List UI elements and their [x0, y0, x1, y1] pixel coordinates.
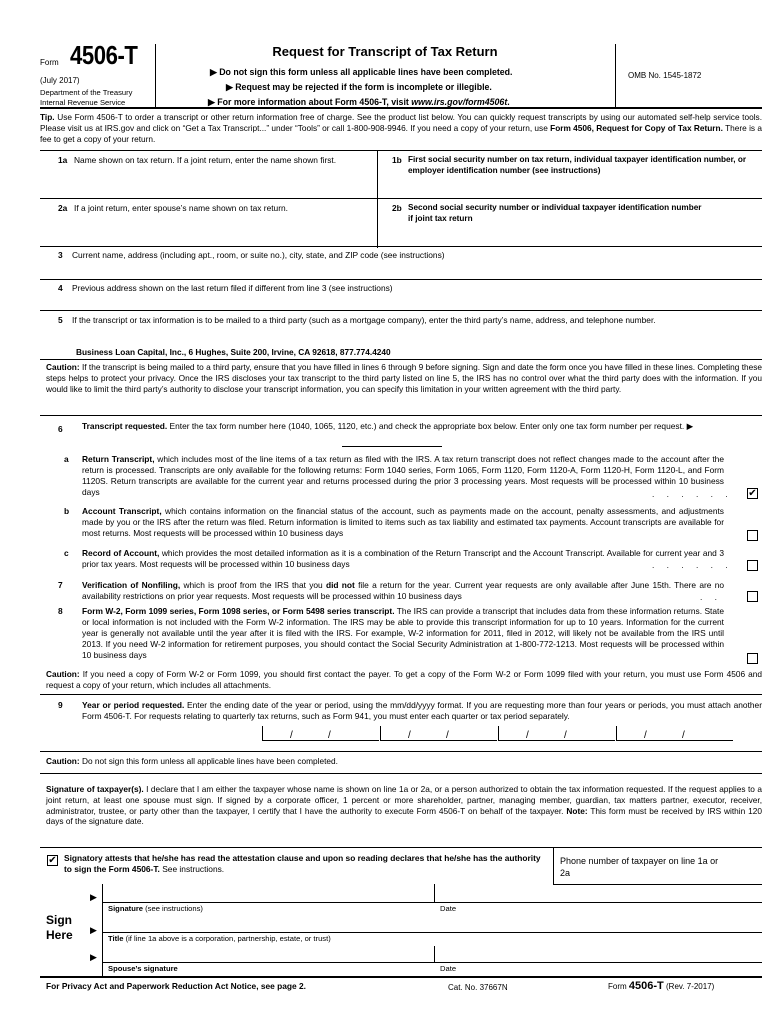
period-4-slash-1: /	[644, 730, 647, 741]
period-3-date-field[interactable]	[498, 740, 615, 741]
line-6-label: Transcript requested.	[82, 421, 168, 431]
rule-above-line2	[40, 198, 762, 199]
line-9-text	[82, 700, 762, 722]
spouse-date-label: Date	[440, 964, 457, 973]
caution-sign-text: Do not sign this form unless all applicable lines have been completed.	[79, 756, 338, 766]
period-3-slash-1: /	[526, 730, 529, 741]
period-3-slash-2: /	[564, 730, 567, 741]
phone-label: Phone number of taxpayer on line 1a or 2a	[560, 856, 719, 878]
line-1a-number: 1a	[58, 155, 68, 165]
caution-text: If the transcript is being mailed to a third party, ensure that you have filled in lines 6 through 9 before signing. Sign and date the form once you have filled in these lines. Completing these steps helps to protect your privacy. Once the IRS discloses your tax transcript to the third party listed on line 5, the IRS has no control over what the third party does with the information. If you would like to limit the third party’s authority to disclose your transcript information, you can specify this limitation in your written agreement with the third party.	[46, 362, 762, 394]
header-bullet-2: ▶ Request may be rejected if the form is incomplete or illegible.	[226, 82, 492, 92]
title-caption-bold: Title	[108, 934, 124, 943]
line-2b-label: Second social security number or individual taxpayer identification number if joint tax return	[408, 203, 702, 223]
w2-transcript-label: Form W-2, Form 1099 series, Form 1098 series, or Form 5498 series transcript.	[82, 606, 395, 616]
rule-above-declaration	[40, 773, 762, 774]
header-bullet-3-text: ▶ For more information about Form 4506-T, visit	[208, 97, 412, 107]
return-transcript-checkbox[interactable]: ✔	[748, 488, 757, 499]
rule-above-attest	[40, 847, 762, 848]
line-6a-text	[82, 454, 724, 498]
line-5-label: If the transcript or tax information is to be mailed to a third party (such as a mortgage company), enter the third party’s name, address, and telephone number.	[72, 315, 656, 325]
phone-divider	[553, 847, 554, 884]
third-party-value[interactable]: Business Loan Capital, Inc., 6 Hughes, Suite 200, Irvine, CA 92618, 877.774.4240	[76, 347, 391, 357]
period-4-slash-2: /	[682, 730, 685, 741]
line-6a-leader: . . . . . .	[652, 489, 733, 499]
attestation-bold: Signatory attests that he/she has read the attestation clause and upon so reading declares that he/she has the authority to sign the Form 4506-T.	[64, 853, 541, 874]
nonfiling-label: Verification of Nonfiling,	[82, 580, 181, 590]
signature-declaration	[46, 784, 762, 827]
period-1-date-field[interactable]	[262, 740, 379, 741]
form-revision: (July 2017)	[40, 76, 80, 85]
signature-caption	[108, 904, 203, 914]
spouse-signature-field[interactable]	[102, 962, 762, 963]
w2-transcript-checkbox[interactable]	[747, 653, 758, 664]
tip-text-end: There is a fee to get a copy of your return.	[40, 122, 762, 144]
line-2a-label: If a joint return, enter spouse’s name shown on tax return.	[74, 203, 288, 213]
signature-caption-bold: Signature	[108, 904, 144, 913]
tip-form4506-ref: Form 4506, Request for Copy of Tax Return.	[550, 122, 723, 133]
spouse-date-divider	[434, 946, 435, 962]
irs-url-link[interactable]: www.irs.gov/form4506t	[411, 97, 508, 107]
header-rule	[40, 107, 762, 109]
line-2b-number: 2b	[392, 203, 402, 213]
period-4-start	[616, 726, 617, 740]
attestation-see-instructions: See instructions.	[159, 863, 225, 874]
irs-name: Internal Revenue Service	[40, 97, 126, 107]
caution-w2	[46, 669, 762, 691]
signature-date-divider	[434, 884, 435, 902]
caution-sign	[46, 756, 762, 767]
line-8-number: 8	[58, 606, 63, 616]
omb-number: OMB No. 1545-1872	[628, 71, 702, 80]
line-7-number: 7	[58, 580, 63, 590]
period-1-slash-2: /	[328, 730, 331, 741]
line-1b-label: First social security number on tax return, individual taxpayer identification number, or employer identification number (see instructions)	[408, 155, 747, 175]
spouse-caption: Spouse’s signature	[108, 964, 178, 973]
department-name: Department of the Treasury	[40, 88, 133, 97]
line-1-2-divider	[377, 150, 378, 248]
signature-caption-rest: (see instructions)	[143, 904, 203, 913]
header-bullet-3-period: .	[507, 97, 510, 107]
line-6-instructions: Enter the tax form number here (1040, 1065, 1120, etc.) and check the appropriate box below. Enter only one tax form number per request. ▶	[167, 421, 694, 431]
line-5-number: 5	[58, 315, 63, 325]
signature-field[interactable]	[102, 902, 762, 903]
caution-third-party	[46, 362, 762, 394]
record-of-account-desc: which provides the most detailed information as it is a combination of the Return Transcript and the Account Transcript. Available for current year and 3 prior tax years. Most requests will be processed within 10 business days	[82, 548, 724, 569]
title-caption	[108, 934, 331, 944]
privacy-notice: For Privacy Act and Paperwork Reduction Act Notice, see page 2.	[46, 981, 307, 991]
rule-above-line5	[40, 310, 762, 311]
signature-date-label: Date	[440, 904, 457, 913]
rule-above-caution3	[40, 751, 762, 752]
year-period-label: Year or period requested.	[82, 700, 185, 710]
title-arrow: ▶	[90, 925, 97, 935]
tax-form-number-field[interactable]	[342, 446, 442, 447]
attestation-text	[64, 853, 544, 875]
return-transcript-desc: which includes most of the line items of a tax return as filed with the IRS. A tax return transcript does not reflect changes made to the account after the return is processed. Transcripts are only available for the following returns: Form 1040 series, Form 1065, Form 1120, Form 1120-A, Form 1120-H, Form 1120-L, and Form 1120S. Return transcripts are available for the current year and returns processed during the prior 3 processing years. Most requests will be processed within 10 business days	[82, 454, 724, 497]
period-2-slash-2: /	[446, 730, 449, 741]
account-transcript-label: Account Transcript,	[82, 506, 162, 516]
line-4-label: Previous address shown on the last return filed if different from line 3 (see instructions)	[72, 283, 393, 293]
form-prefix: Form	[40, 58, 59, 67]
account-transcript-checkbox[interactable]	[747, 530, 758, 541]
caution-sign-label: Caution:	[46, 756, 80, 766]
line-6-number: 6	[58, 424, 63, 434]
tip-paragraph	[40, 112, 762, 144]
return-transcript-label: Return Transcript,	[82, 454, 155, 464]
period-1-slash-1: /	[290, 730, 293, 741]
caution-w2-text: If you need a copy of Form W-2 or Form 1099, you should first contact the payer. To get a copy of the Form W-2 or Form 1099 filed with your return, you must use Form 4506 and request a copy of your return, which includes all attachments.	[46, 669, 762, 690]
rule-above-line6	[40, 415, 762, 416]
year-period-desc: Enter the ending date of the year or period, using the mm/dd/yyyy format. If you are requesting more than four years or periods, you must attach another Form 4506-T. For requests relating to quarterly tax returns, such as Form 941, you must enter each quarter or tax period separately.	[82, 700, 762, 721]
nonfiling-checkbox[interactable]	[747, 591, 758, 602]
header-bullet-1: ▶ Do not sign this form unless all applicable lines have been completed.	[210, 67, 513, 77]
record-of-account-checkbox[interactable]	[747, 560, 758, 571]
line-6b-letter: b	[64, 506, 70, 516]
here-word: Here	[46, 928, 73, 942]
line-4-number: 4	[58, 283, 63, 293]
footer-revision: (Rev. 7-2017)	[666, 982, 715, 991]
title-caption-rest: (if line 1a above is a corporation, partnership, estate, or trust)	[123, 934, 331, 943]
line-6c-leader: . . . . . .	[652, 560, 733, 570]
signature-decl-text: I declare that I am either the taxpayer whose name is shown on line 1a or 2a, or a person authorized to obtain the tax information requested. If the request applies to a joint return, at least one spouse must sign. If signed by a corporate officer, 1 percent or more shareholder, partner, managing member, guardian, tax matters partner, executor, receiver, administrator, trustee, or party other than the taxpayer, I certify that I have the authority to execute Form 4506-T on behalf of the taxpayer.	[46, 784, 762, 816]
tip-text: Use Form 4506-T to order a transcript or other return information free of charge. See the product list below. You can quickly request transcripts by using our automated self-help service tools. Please visit us at IRS.gov and click on “Get a Tax Transcript...” under “Tools” or call 1-800-908-9946. If you need a copy of your return, use	[40, 112, 762, 133]
period-2-slash-1: /	[408, 730, 411, 741]
rule-above-line9	[40, 694, 762, 695]
signature-arrow: ▶	[90, 892, 97, 902]
period-4-date-field[interactable]	[616, 740, 733, 741]
sign-here-label	[46, 913, 73, 943]
line-7-text	[82, 580, 724, 602]
form-4506t-page	[40, 0, 762, 1024]
form-title: Request for Transcript of Tax Return	[272, 44, 498, 59]
caution-label: Caution:	[46, 362, 80, 372]
account-transcript-desc: which contains information on the financial status of the account, such as payments made on the account, penalty assessments, and adjustments made by you or the IRS after the return was filed. Return information is limited to items such as tax liability and estimated tax payments. Account transcripts are available for most returns. Most requests will be processed within 10 business days	[82, 506, 724, 538]
rule-above-line3	[40, 246, 762, 247]
rule-above-caution1	[40, 359, 762, 360]
nonfiling-desc: which is proof from the IRS that you	[180, 580, 326, 590]
line-8-text	[82, 606, 724, 661]
footer-form-prefix: Form	[608, 982, 627, 991]
rule-above-line4	[40, 279, 762, 280]
line-1a-label: Name shown on tax return. If a joint return, enter the name shown first.	[74, 155, 337, 165]
spouse-arrow: ▶	[90, 952, 97, 962]
rule-above-line1	[40, 150, 762, 151]
line-7-leader: . .	[700, 592, 722, 602]
line-2a-number: 2a	[58, 203, 68, 213]
period-2-date-field[interactable]	[380, 740, 497, 741]
sign-word: Sign	[46, 913, 72, 927]
footer-form-number: 4506-T	[628, 980, 664, 992]
record-of-account-label: Record of Account,	[82, 548, 160, 558]
line-9-number: 9	[58, 700, 63, 710]
line-6a-letter: a	[64, 454, 69, 464]
tip-label: Tip.	[40, 112, 55, 122]
line-3-label: Current name, address (including apt., room, or suite no.), city, state, and ZIP code (see instructions)	[72, 250, 445, 260]
footer-rule	[40, 976, 762, 978]
period-3-start	[498, 726, 499, 740]
header-divider-right	[615, 44, 616, 107]
nonfiling-desc-end: file a return for the year. Current year requests are only available after June 15th. There are no availability restrictions on prior year requests. Most requests will be processed within 10 business days	[82, 580, 725, 601]
w2-transcript-desc: The IRS can provide a transcript that includes data from these information returns. State or local information is not included with the Form W-2 information. The IRS may be able to provide this transcript information for up to 10 years. Information for the current year is generally not available until the year after it is filed with the IRS. For example, W-2 information for 2011, filed in 2012, will likely not be available from the IRS until 2013. If you need W-2 information for retirement purposes, you should contact the Social Security Administration at 1-800-772-1213. Most requests will be processed within 10 business days	[82, 606, 725, 660]
line-6c-letter: c	[64, 548, 69, 558]
line-6b-text	[82, 506, 724, 539]
department	[40, 88, 132, 107]
signature-note-label: Note:	[566, 805, 588, 816]
signature-decl-label: Signature of taxpayer(s).	[46, 784, 144, 794]
footer-form-id	[608, 979, 714, 993]
nonfiling-emphasis: did not	[325, 580, 355, 590]
phone-field[interactable]	[553, 884, 762, 885]
line-6c-text	[82, 548, 724, 570]
catalog-number: Cat. No. 37667N	[448, 983, 508, 992]
title-field[interactable]	[102, 932, 762, 933]
caution-w2-label: Caution:	[46, 669, 80, 679]
attestation-checkbox[interactable]: ✔	[48, 855, 57, 866]
period-2-start	[380, 726, 381, 740]
line-6-text	[82, 421, 762, 432]
line-1b-number: 1b	[392, 155, 402, 165]
period-1-start	[262, 726, 263, 740]
signature-note-text: This form must be received by IRS within 120 days of the signature date.	[46, 805, 762, 827]
form-number: 4506-T	[70, 40, 138, 70]
line-3-number: 3	[58, 250, 63, 260]
